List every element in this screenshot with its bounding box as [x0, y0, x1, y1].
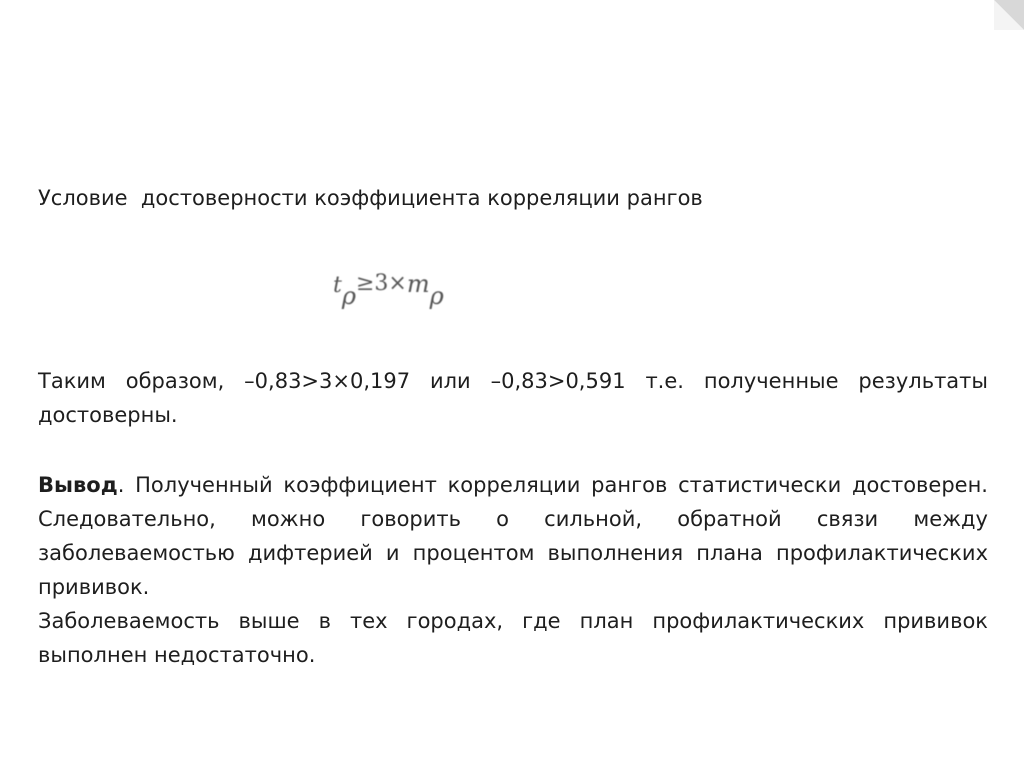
- conclusion-body: . Полученный коэффициент корреляции рангов статистически достоверен. Следовательно, можно говорить о сильной, обратной связи между заболеваемостью дифтерией и процентом выполнения плана профилактических прививок.: [38, 473, 988, 599]
- page-corner-fold: [994, 0, 1024, 30]
- formula-m-subscript: ρ: [429, 282, 444, 310]
- formula-m: m: [406, 270, 430, 298]
- formula-image: [333, 270, 444, 310]
- formula-t-subscript: ρ: [341, 282, 356, 310]
- formula-relation: ≥3×: [355, 271, 407, 296]
- conclusion-paragraph: [38, 468, 988, 604]
- condition-text: Условие достоверности коэффициента корреляции рангов: [38, 186, 703, 210]
- final-paragraph: Заболеваемость выше в тех городах, где план профилактических прививок выполнен недостаточно.: [38, 609, 988, 667]
- result-paragraph: Таким образом, –0,83>3×0,197 или –0,83>0,591 т.е. полученные результаты достоверны.: [38, 369, 988, 427]
- conclusion-heading: Вывод: [38, 473, 118, 497]
- formula-t: t: [333, 273, 342, 298]
